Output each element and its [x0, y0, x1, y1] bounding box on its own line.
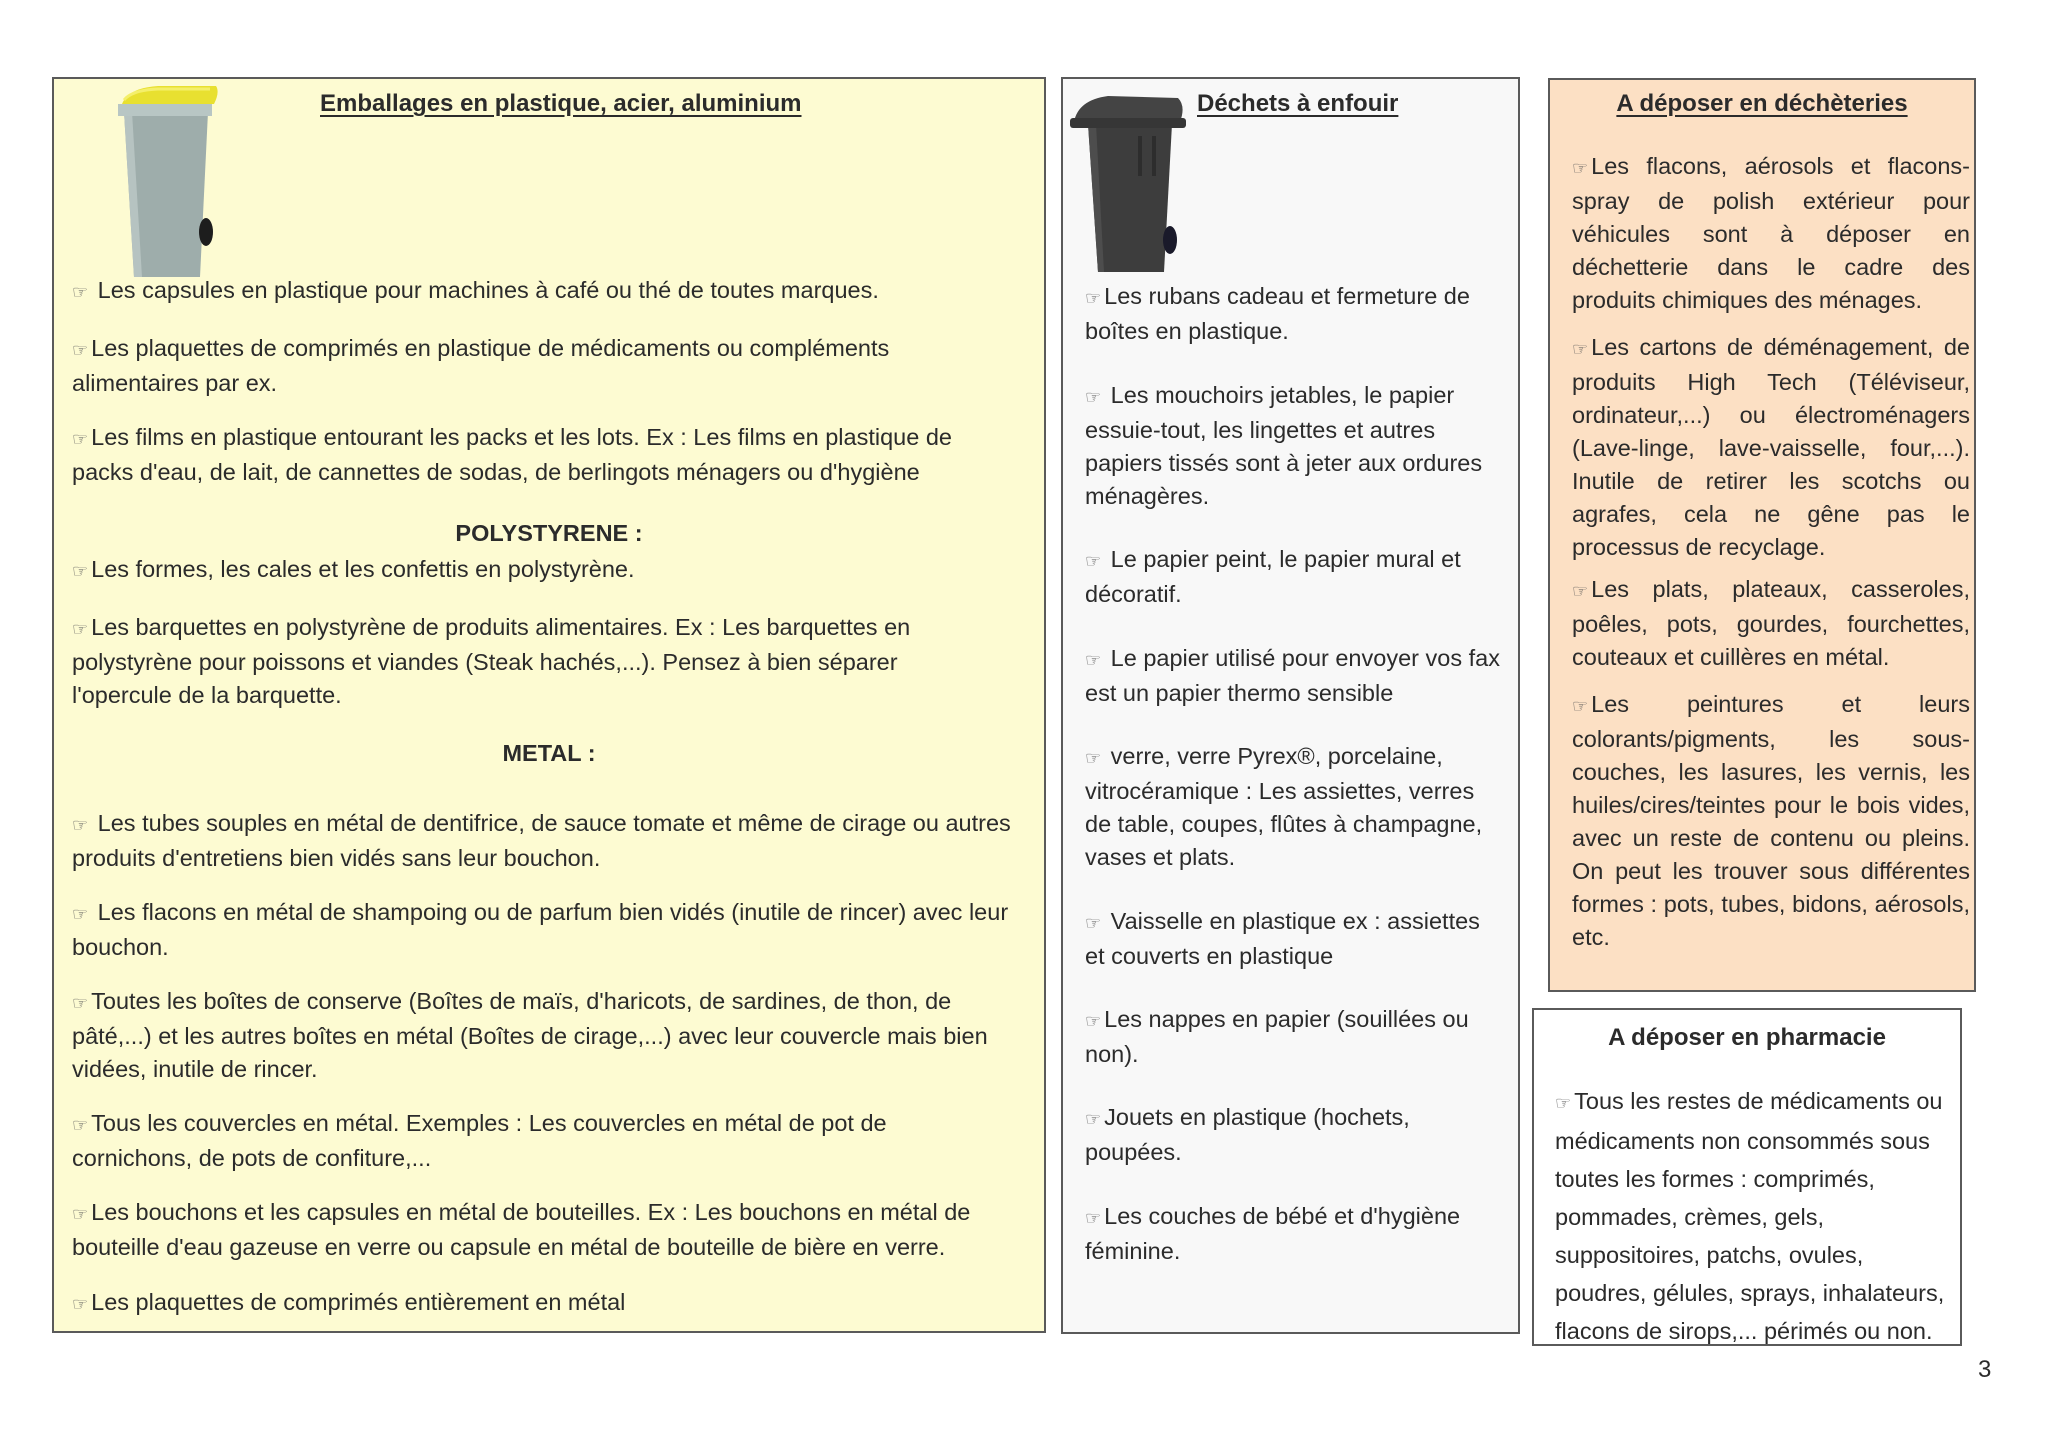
pointing-hand-icon: ☞ [72, 1115, 89, 1135]
list-item: ☞ verre, verre Pyrex®, porcelaine, vitrocéramique : Les assiettes, verres de table, coupes, flûtes à champagne, vases et plats. [1085, 743, 1483, 870]
list-item: ☞ Les bouchons et les capsules en métal de bouteilles. Ex : Les bouchons en métal de bouteille d'eau gazeuse en verre ou capsule en métal de bouteille de bière en verre. [72, 1199, 971, 1260]
pointing-hand-icon: ☞ [1085, 748, 1102, 768]
list-item: ☞ Les mouchoirs jetables, le papier essuie-tout, les lingettes et autres papiers tissés sont à jeter aux ordures ménagères. [1085, 382, 1483, 509]
pointing-hand-icon: ☞ [72, 1204, 89, 1224]
list-item: ☞ Le papier utilisé pour envoyer vos fax est un papier thermo sensible [1085, 645, 1500, 706]
landfill-title: Déchets à enfouir [1197, 90, 1399, 117]
pointing-hand-icon: ☞ [72, 815, 89, 835]
list-item: ☞ Tous les restes de médicaments ou médicaments non consommés sous toutes les formes : comprimés, pommades, crèmes, gels, suppositoires, patchs, ovules, poudres, gélules, sprays, inhalateurs, flacons de sirops,... périmés ou non. [1555, 1088, 1945, 1344]
pointing-hand-icon: ☞ [72, 340, 89, 360]
list-item: ☞ Les plats, plateaux, casseroles, poêles, pots, gourdes, fourchettes, couteaux et cuillères en métal. [1572, 576, 1970, 670]
list-item: ☞ Les couches de bébé et d'hygiène féminine. [1085, 1203, 1461, 1264]
list-item: ☞ Les plaquettes de comprimés en plastique de médicaments ou compléments alimentaires par ex. [72, 335, 890, 396]
list-item: ☞ Les rubans cadeau et fermeture de boîtes en plastique. [1085, 283, 1470, 344]
list-item: ☞ Les peintures et leurs colorants/pigments, les sous-couches, les lasures, les vernis, les huiles/cires/teintes pour le bois vides, avec un reste de contenu ou pleins. On peut les trouver sous différentes formes : pots, tubes, bidons, aérosols, etc. [1572, 691, 1970, 950]
pointing-hand-icon: ☞ [72, 904, 89, 924]
pointing-hand-icon: ☞ [72, 282, 89, 302]
pointing-hand-icon: ☞ [1572, 158, 1589, 178]
list-item: ☞ Les tubes souples en métal de dentifrice, de sauce tomate et même de cirage ou autres produits d'entretiens bien vidés sans leur bouchon. [72, 810, 1011, 871]
list-item: ☞ Les flacons en métal de shampoing ou de parfum bien vidés (inutile de rincer) avec leur bouchon. [72, 899, 1009, 960]
list-item: ☞ Les cartons de déménagement, de produits High Tech (Téléviseur, ordinateur,...) ou électroménagers (Lave-linge, lave-vaisselle, four,...). Inutile de retirer les scotchs ou agrafes, cela ne gêne pas le processus de recyclage. [1572, 334, 1970, 560]
pointing-hand-icon: ☞ [72, 993, 89, 1013]
pointing-hand-icon: ☞ [1085, 551, 1102, 571]
pointing-hand-icon: ☞ [72, 429, 89, 449]
dark-bin-icon [1068, 92, 1193, 277]
polystyrene-heading: POLYSTYRENE : [455, 520, 643, 546]
list-item: ☞ Les plaquettes de comprimés entièrement en métal [72, 1289, 626, 1315]
pointing-hand-icon: ☞ [1555, 1093, 1572, 1113]
list-item: ☞ Le papier peint, le papier mural et décoratif. [1085, 546, 1461, 607]
pointing-hand-icon: ☞ [1085, 650, 1102, 670]
pointing-hand-icon: ☞ [72, 1294, 89, 1314]
list-item: ☞ Les nappes en papier (souillées ou non). [1085, 1006, 1469, 1067]
page-number: 3 [1978, 1356, 1992, 1383]
list-item: ☞ Les capsules en plastique pour machines à café ou thé de toutes marques. [72, 277, 879, 303]
pointing-hand-icon: ☞ [1572, 581, 1589, 601]
pointing-hand-icon: ☞ [1085, 1109, 1102, 1129]
pointing-hand-icon: ☞ [72, 561, 89, 581]
list-item: ☞ Les formes, les cales et les confettis en polystyrène. [72, 556, 635, 582]
list-item: ☞ Tous les couvercles en métal. Exemples : Les couvercles en métal de pot de cornichons, de pots de confiture,... [72, 1110, 887, 1171]
pointing-hand-icon: ☞ [1085, 1011, 1102, 1031]
metal-heading: METAL : [502, 740, 596, 766]
pointing-hand-icon: ☞ [1085, 1208, 1102, 1228]
list-item: ☞ Toutes les boîtes de conserve (Boîtes de maïs, d'haricots, de sardines, de thon, de pâté,...) et les autres boîtes en métal (Boîtes de cirage,...) avec leur couvercle mais bien vidées, inutile de rincer. [72, 988, 988, 1082]
list-item: ☞ Les barquettes en polystyrène de produits alimentaires. Ex : Les barquettes en polystyrène pour poissons et viandes (Steak hachés,...). Pensez à bien séparer l'opercule de la barquette. [72, 614, 911, 708]
yellow-lid-bin-icon [88, 82, 228, 282]
pharmacy-title: A déposer en pharmacie [1608, 1024, 1886, 1051]
recyclables-title: Emballages en plastique, acier, aluminium [320, 90, 802, 117]
list-item: ☞ Vaisselle en plastique ex : assiettes et couverts en plastique [1085, 908, 1480, 969]
dump-title: A déposer en déchèteries [1616, 90, 1908, 117]
list-item: ☞ Les films en plastique entourant les packs et les lots. Ex : Les films en plastique de packs d'eau, de lait, de cannettes de sodas, de berlingots ménagers ou d'hygiène [72, 424, 952, 485]
pointing-hand-icon: ☞ [1572, 696, 1589, 716]
pointing-hand-icon: ☞ [1085, 387, 1102, 407]
pointing-hand-icon: ☞ [1085, 913, 1102, 933]
pointing-hand-icon: ☞ [72, 619, 89, 639]
pointing-hand-icon: ☞ [1085, 288, 1102, 308]
list-item: ☞ Jouets en plastique (hochets, poupées. [1085, 1104, 1410, 1165]
pointing-hand-icon: ☞ [1572, 339, 1589, 359]
list-item: ☞ Les flacons, aérosols et flacons-spray de polish extérieur pour véhicules sont à déposer en déchetterie dans le cadre des produits chimiques des ménages. [1572, 153, 1970, 313]
